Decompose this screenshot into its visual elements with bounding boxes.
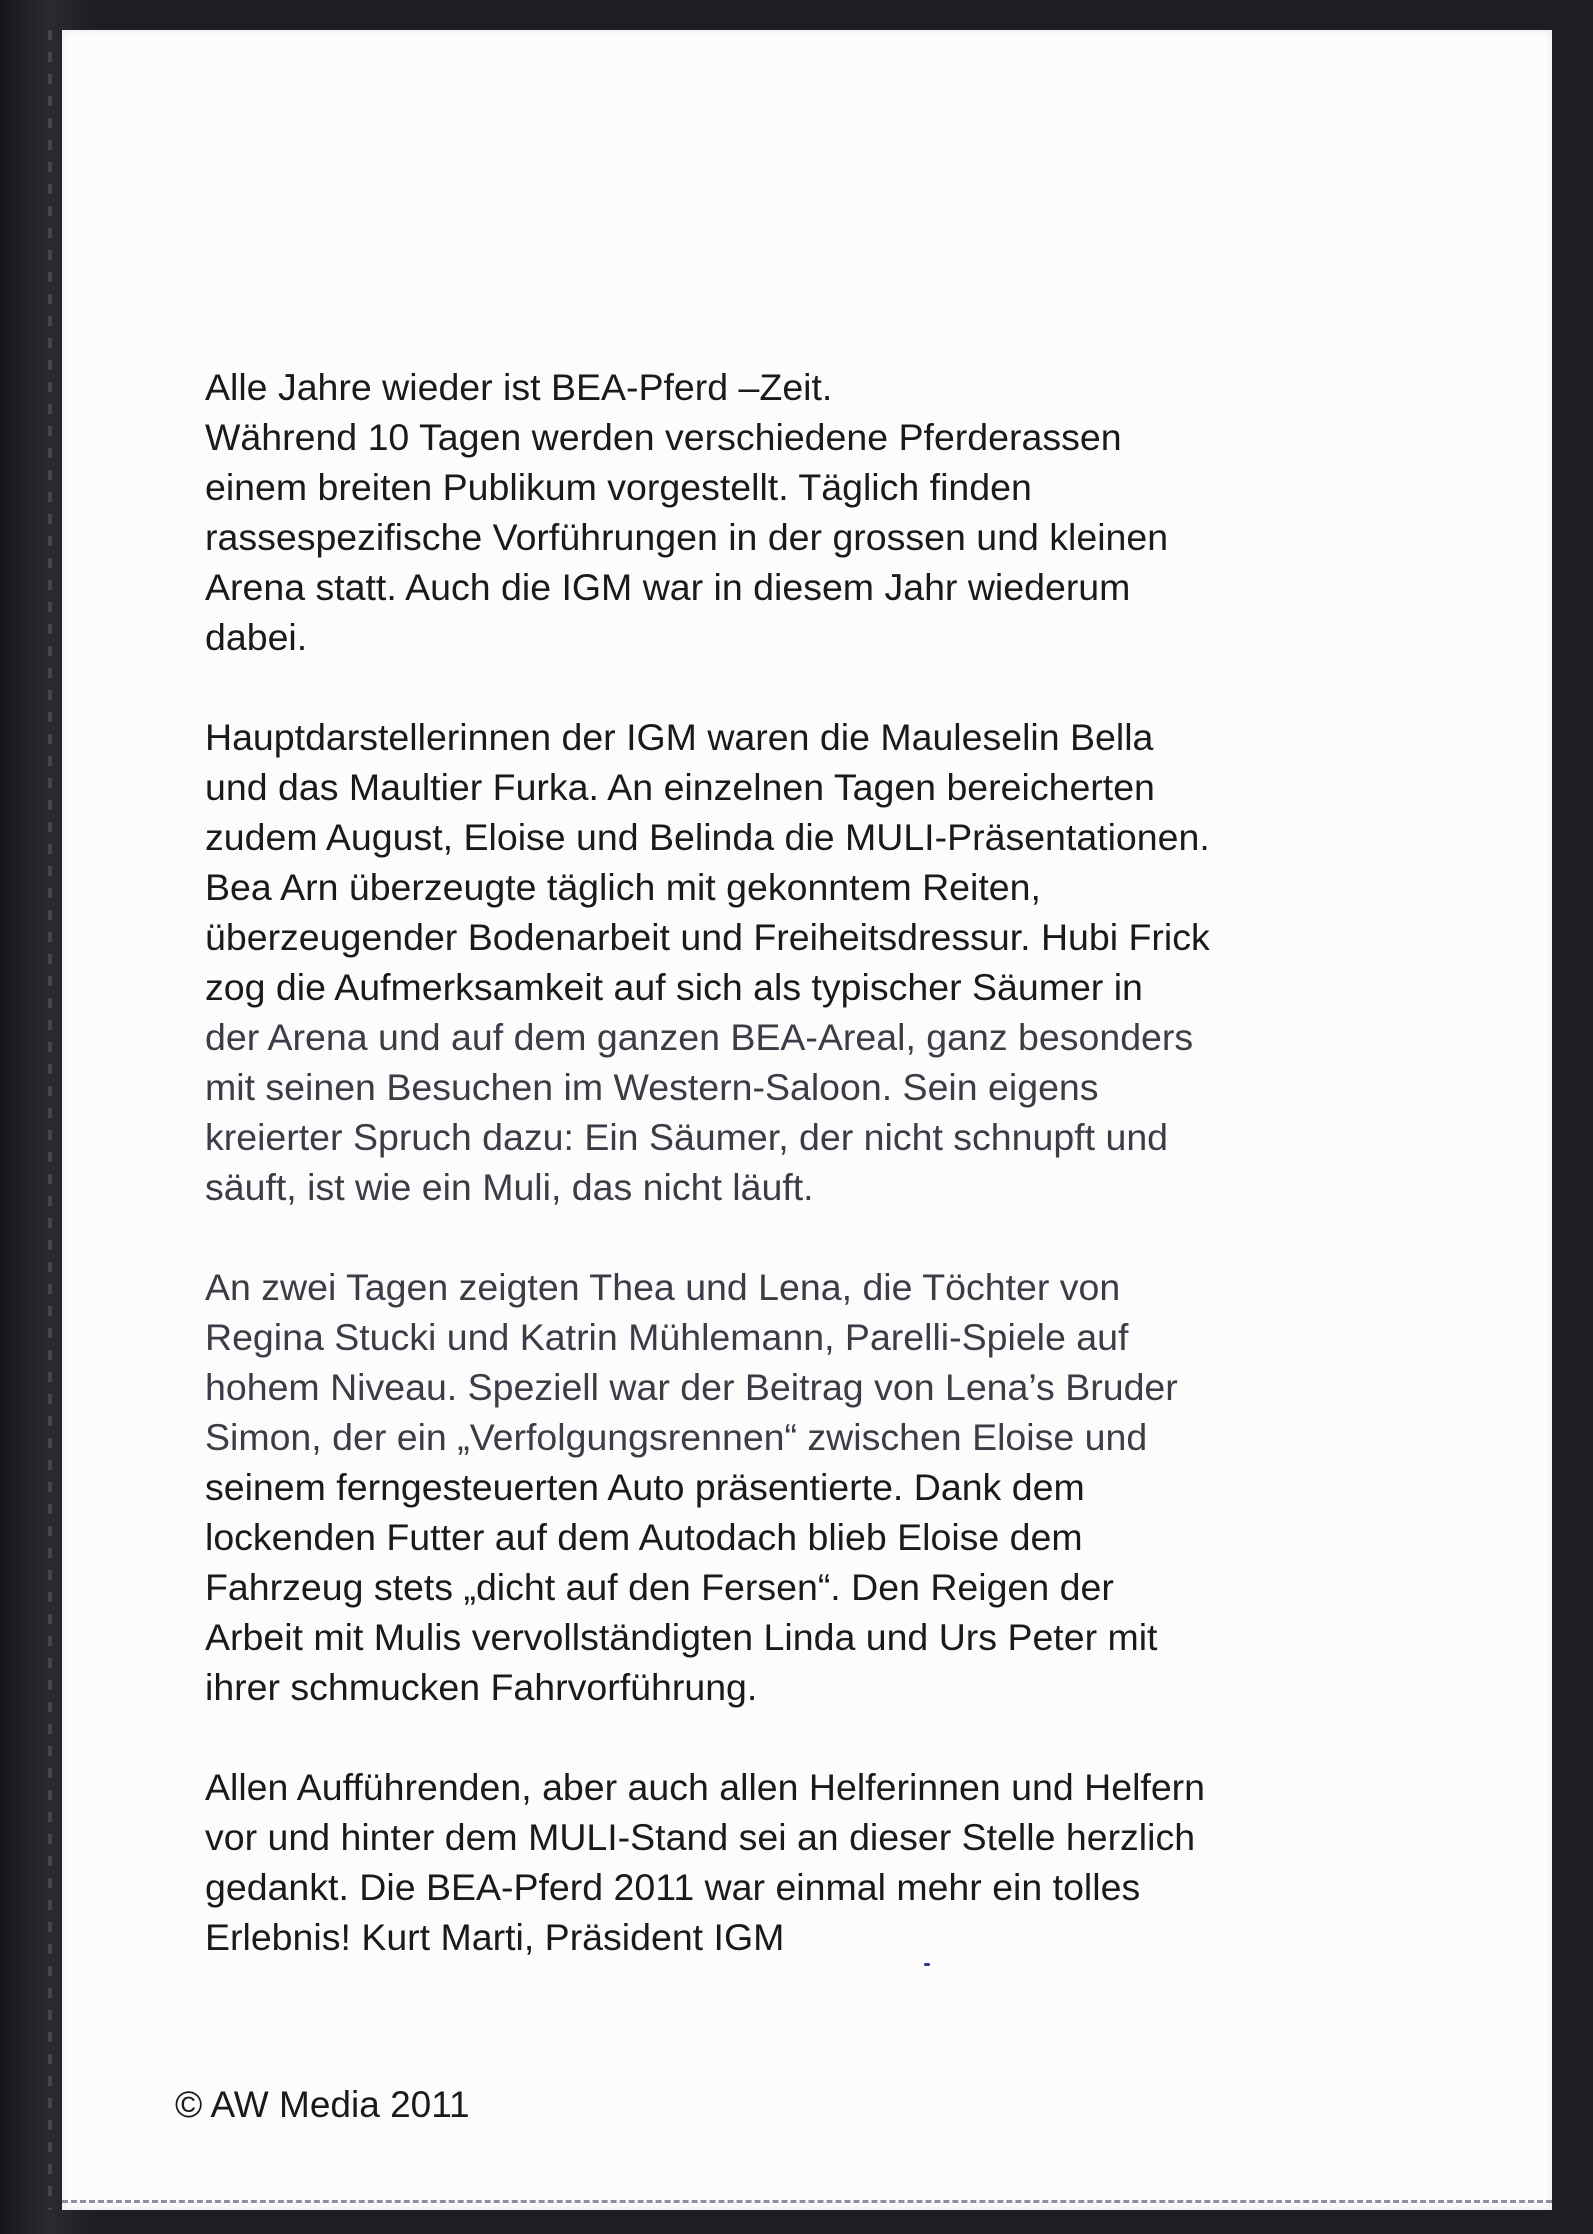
text-line: rassespezifische Vorführungen in der grossen und kleinen [205, 516, 1169, 558]
text-line: Arena statt. Auch die IGM war in diesem Jahr wiederum [205, 566, 1131, 608]
text-line: gedankt. Die BEA-Pferd 2011 war einmal mehr ein tolles [205, 1866, 1141, 1908]
perforation-line [62, 2200, 1552, 2203]
text-line: Simon, der ein „Verfolgungsrennen“ zwischen Eloise und [205, 1416, 1148, 1458]
text-line: Erlebnis! Kurt Marti, Präsident IGM [205, 1916, 785, 1958]
text-line: lockenden Futter auf dem Autodach blieb Eloise dem [205, 1516, 1083, 1558]
text-line: mit seinen Besuchen im Western-Saloon. Sein eigens [205, 1066, 1099, 1108]
text-line: der Arena und auf dem ganzen BEA-Areal, ganz besonders [205, 1016, 1194, 1058]
paragraph-2 [205, 712, 1365, 1212]
text-line: Fahrzeug stets „dicht auf den Fersen“. Den Reigen der [205, 1566, 1114, 1608]
text-line: seinem ferngesteuerten Auto präsentierte. Dank dem [205, 1466, 1085, 1508]
text-line: Alle Jahre wieder ist BEA-Pferd –Zeit. [205, 366, 833, 408]
text-line: Arbeit mit Mulis vervollständigten Linda und Urs Peter mit [205, 1616, 1158, 1658]
article-body [205, 362, 1365, 2012]
text-line: und das Maultier Furka. An einzelnen Tagen bereicherten [205, 766, 1155, 808]
text-line: überzeugender Bodenarbeit und Freiheitsdressur. Hubi Frick [205, 916, 1210, 958]
text-line: hohem Niveau. Speziell war der Beitrag von Lena’s Bruder [205, 1366, 1178, 1408]
ink-speck [924, 1963, 930, 1966]
text-line: zog die Aufmerksamkeit auf sich als typischer Säumer in [205, 966, 1143, 1008]
text-line: ihrer schmucken Fahrvorführung. [205, 1666, 758, 1708]
text-line: säuft, ist wie ein Muli, das nicht läuft. [205, 1166, 814, 1208]
text-line: vor und hinter dem MULI-Stand sei an dieser Stelle herzlich [205, 1816, 1196, 1858]
text-line: Regina Stucki und Katrin Mühlemann, Parelli-Spiele auf [205, 1316, 1129, 1358]
paragraph-1 [205, 362, 1365, 662]
copyright-notice: © AW Media 2011 [175, 2084, 470, 2125]
text-line: Allen Aufführenden, aber auch allen Helferinnen und Helfern [205, 1766, 1206, 1808]
text-line: Hauptdarstellerinnen der IGM waren die Mauleselin Bella [205, 716, 1154, 758]
text-line: Während 10 Tagen werden verschiedene Pferderassen [205, 416, 1122, 458]
text-line: einem breiten Publikum vorgestellt. Täglich finden [205, 466, 1032, 508]
text-line: Bea Arn überzeugte täglich mit gekonntem Reiten, [205, 866, 1041, 908]
paragraph-4 [205, 1762, 1365, 1962]
text-line: An zwei Tagen zeigten Thea und Lena, die Töchter von [205, 1266, 1121, 1308]
text-line: dabei. [205, 616, 308, 658]
text-line: zudem August, Eloise und Belinda die MULI-Präsentationen. [205, 816, 1210, 858]
text-line: kreierter Spruch dazu: Ein Säumer, der nicht schnupft und [205, 1116, 1169, 1158]
case-spine [48, 30, 52, 2210]
paragraph-3 [205, 1262, 1365, 1712]
